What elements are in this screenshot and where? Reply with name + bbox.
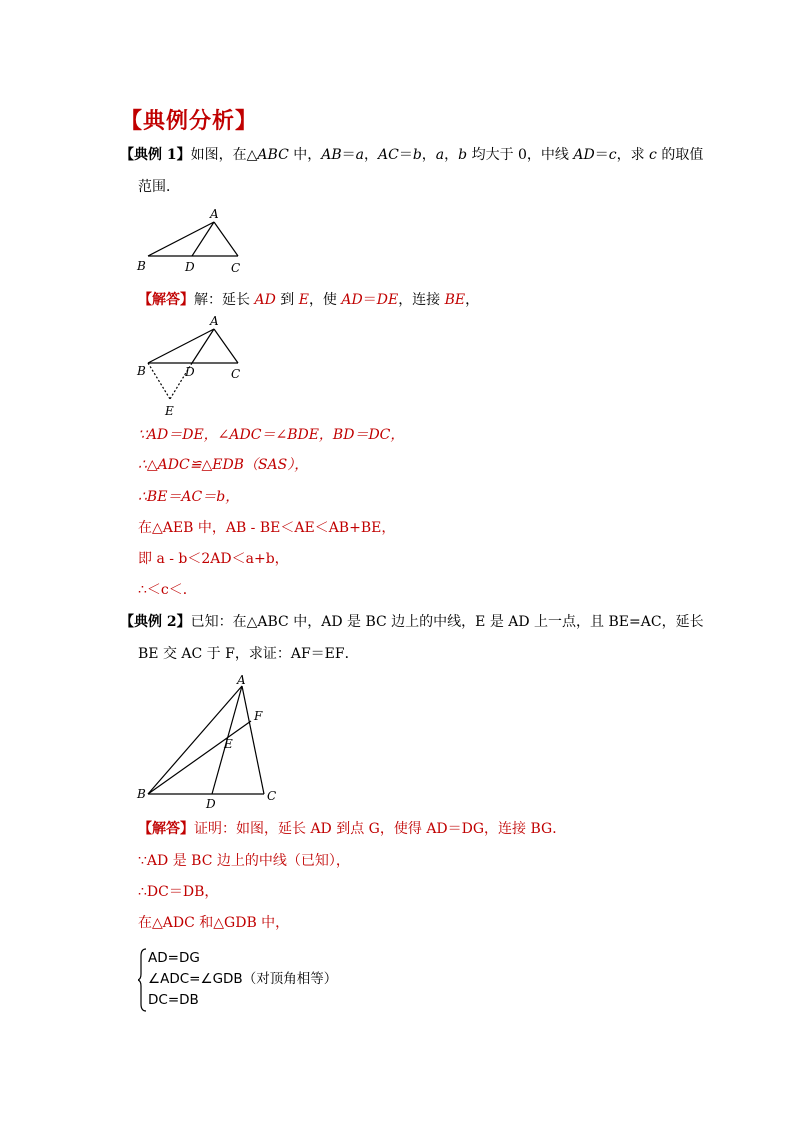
segment-bf [148,721,251,794]
example1-answer-figure [134,311,254,419]
section-heading: 【典例分析】 [120,109,259,134]
example2-step-3: 在△ADC 和△GDB 中， [138,915,290,931]
example1-step-2: ∴△ADC≌△EDB（SAS）， [138,457,309,473]
example1-step-3: ∴BE＝AC＝b， [138,489,240,505]
segment-ac [214,329,238,363]
label-d: D [206,797,216,811]
segment-ac [214,222,238,256]
label-c: C [231,367,241,381]
label-a: A [210,314,219,328]
example2-step-1: ∵AD 是 BC 边上的中线（已知）， [138,853,350,869]
label-c: C [231,261,241,275]
label-b: B [137,787,146,801]
label-d: D [185,260,195,274]
example2-statement-line1: 【典例 2】已知：在△ABC 中，AD 是 BC 边上的中线，E 是 AD 上一点，且 BE=AC，延长 [120,614,704,630]
example1-step-1: ∵AD＝DE，∠ADC＝∠BDE，BD＝DC， [138,427,405,443]
example2-figure [134,672,284,812]
example2-statement-line2: BE 交 AC 于 F，求证：AF＝EF． [138,646,359,662]
example2-answer-line: 【解答】证明：如图，延长 AD 到点 G，使得 AD＝DG，连接 BG． [138,821,567,837]
label-e: E [224,737,233,751]
example1-step-6: ∴＜c＜． [138,582,197,598]
label-e: E [165,404,174,418]
label-c: C [267,789,277,803]
example1-answer-line: 【解答】解：延长 AD 到 E，使 AD＝DE，连接 BE， [138,292,480,308]
equation-system [138,948,337,1011]
label-b: B [137,364,146,378]
example1-statement-line2: 范围． [138,179,180,195]
equation-row-2: ∠ADC=∠GDB（对顶角相等） [148,971,338,987]
segment-ab [148,222,214,256]
segment-ac [242,686,264,794]
label-d: D [185,365,195,379]
example1-statement-line1: 【典例 1】如图，在△ABC 中，AB＝a，AC＝b，a，b 均大于 0，中线 AD＝c，求 c 的取值 [120,147,704,163]
equation-row-3: DC=DB [148,992,199,1008]
example1-step-5: 即 a - b＜2AD＜a+b， [138,551,289,567]
example2-step-2: ∴DC＝DB， [138,884,219,900]
segment-ab [148,329,214,363]
example1-tag: 【典例 1】 [120,147,191,163]
label-f: F [254,709,263,723]
segment-be-dashed [148,363,170,399]
example2-tag: 【典例 2】 [120,614,191,630]
label-b: B [137,259,146,273]
example1-step-4: 在△AEB 中，AB - BE＜AE＜AB+BE， [138,520,396,536]
equation-row-1: AD=DG [148,950,200,966]
label-a: A [210,207,219,221]
answer-tag: 【解答】 [138,292,194,308]
left-brace-icon [138,948,148,1012]
label-a: A [237,673,246,687]
example1-figure [134,204,254,278]
answer-tag-2: 【解答】 [138,821,194,837]
